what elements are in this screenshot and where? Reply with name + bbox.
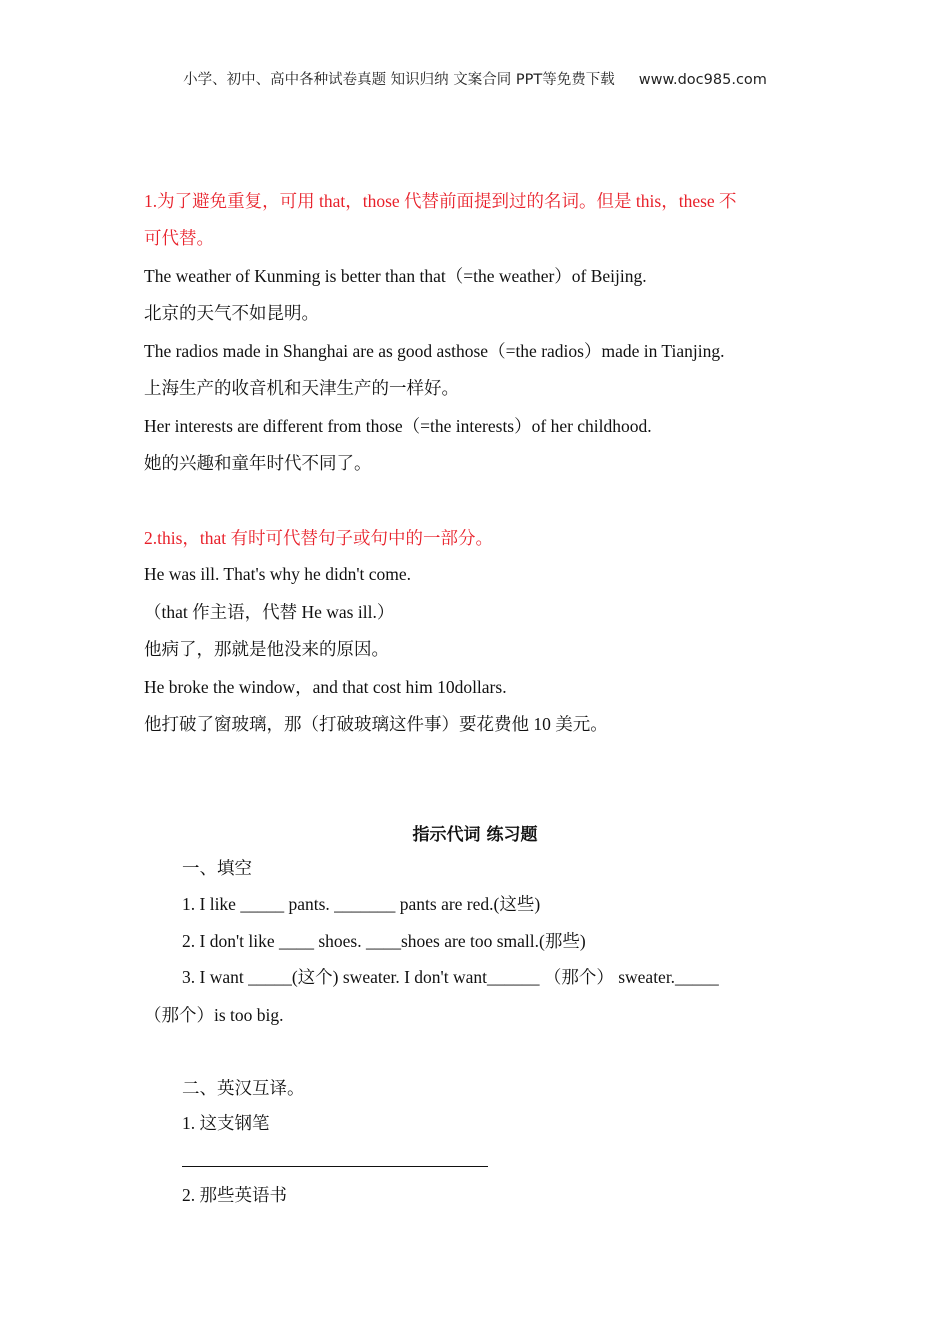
- part-1-heading: 一、填空: [182, 858, 252, 878]
- translation-1: 1. 这支钢笔: [182, 1113, 270, 1133]
- translation-2: 2. 那些英语书: [182, 1185, 287, 1205]
- rule-1-line-2: 可代替。: [144, 228, 214, 248]
- header-site: www.doc985.com: [638, 72, 767, 88]
- example-3-english: Her interests are different from those（=the interests）of her childhood.: [144, 416, 652, 436]
- example-5-english: He broke the window，and that cost him 10dollars.: [144, 677, 507, 697]
- example-4-chinese: 他病了，那就是他没来的原因。: [144, 639, 389, 659]
- example-2-english: The radios made in Shanghai are as good asthose（=the radios）made in Tianjing.: [144, 341, 725, 361]
- example-4-english: He was ill. That's why he didn't come.: [144, 564, 411, 584]
- rule-1-line-1: 1.为了避免重复，可用 that，those 代替前面提到过的名词。但是 this，these 不: [144, 191, 737, 211]
- example-2-chinese: 上海生产的收音机和天津生产的一样好。: [144, 378, 459, 398]
- answer-line: [182, 1166, 488, 1167]
- rule-2: 2.this，that 有时可代替句子或句中的一部分。: [144, 528, 494, 548]
- example-1-chinese: 北京的天气不如昆明。: [144, 303, 319, 323]
- example-1-english: The weather of Kunming is better than that（=the weather）of Beijing.: [144, 266, 647, 286]
- page-header: [0, 68, 950, 89]
- question-2: 2. I don't like ____ shoes. ____shoes are too small.(那些): [182, 931, 586, 951]
- example-3-chinese: 她的兴趣和童年时代不同了。: [144, 453, 372, 473]
- question-3-line-1: 3. I want _____(这个) sweater. I don't want______ （那个） sweater._____: [182, 967, 719, 987]
- header-text: 小学、初中、高中各种试卷真题 知识归纳 文案合同 PPT等免费下载: [183, 72, 615, 88]
- part-2-heading: 二、英汉互译。: [182, 1078, 305, 1098]
- exercise-title: 指示代词 练习题: [412, 825, 538, 845]
- question-1: 1. I like _____ pants. _______ pants are red.(这些): [182, 894, 541, 914]
- example-4-note: （that 作主语，代替 He was ill.）: [144, 602, 395, 622]
- question-3-line-2: （那个）is too big.: [144, 1005, 284, 1025]
- example-5-chinese: 他打破了窗玻璃，那（打破玻璃这件事）要花费他 10 美元。: [144, 714, 608, 734]
